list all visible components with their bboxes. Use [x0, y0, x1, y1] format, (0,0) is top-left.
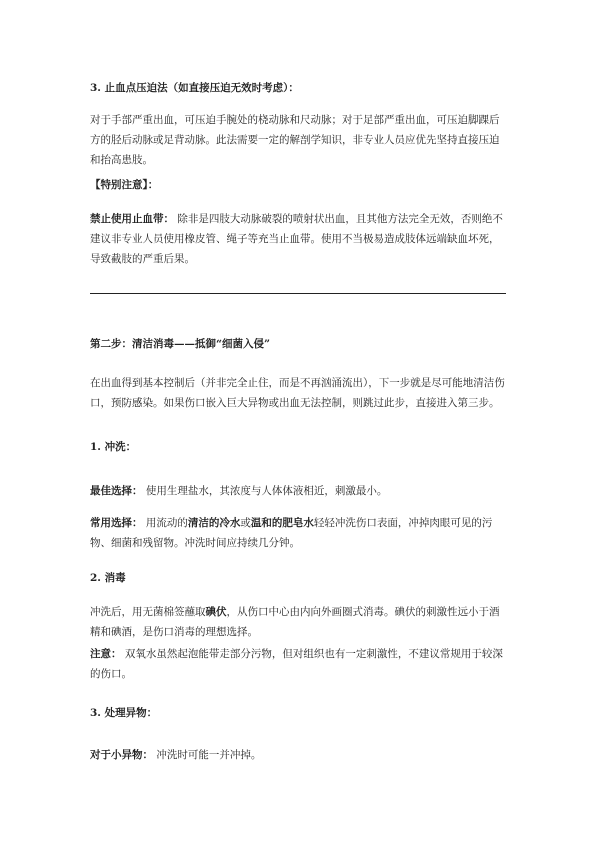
paragraph-best-choice [90, 481, 506, 501]
note-label: 注意： [90, 648, 122, 660]
common-choice-text-2: 或 [240, 517, 251, 529]
paragraph-disinfect-note [90, 644, 506, 684]
iodophor-emphasis: 碘伏 [205, 606, 227, 618]
special-notice-heading: 【特别注意】： [90, 179, 159, 191]
paragraph-step-two-intro: 在出血得到基本控制后（并非完全止住，而是不再汹涌流出），下一步就是尽可能地清洁伤口，预防感染。如果伤口嵌入巨大异物或出血无法控制，则跳过此步，直接进入第三步。 [90, 377, 505, 409]
paragraph-common-choice [90, 513, 506, 553]
section-heading-pressure-point: 3. 止血点压迫法（如直接压迫无效时考虑）： [90, 82, 299, 94]
cold-water-emphasis: 清洁的冷水 [187, 517, 241, 529]
paragraph-disinfect [90, 602, 506, 642]
best-choice-text: 使用生理盐水，其浓度与人体体液相近，刺激最小。 [142, 485, 388, 497]
soap-water-emphasis: 温和的肥皂水 [250, 517, 314, 529]
common-choice-text-3: 轻轻冲洗伤口表面，冲掉肉眼可见的污物、细菌和残留物。冲洗时间应持续几分钟。 [90, 517, 493, 549]
tourniquet-text: 除非是四肢大动脉破裂的喷射状出血，且其他方法完全无效，否则绝不建议非专业人员使用橡皮管、绳子等充当止血带。使用不当极易造成肢体远端缺血坏死，导致截肢的严重后果。 [90, 213, 503, 265]
disinfect-text-1: 冲洗后，用无菌棉签蘸取 [90, 606, 206, 618]
small-foreign-text: 冲洗时可能一并冲掉。 [153, 749, 262, 761]
common-choice-label: 常用选择： [90, 517, 143, 529]
common-choice-text-1: 用流动的 [142, 517, 188, 529]
paragraph-pressure-point: 对于手部严重出血，可压迫手腕处的桡动脉和尺动脉；对于足部严重出血，可压迫脚踝后方的胫后动脉或足背动脉。此法需要一定的解剖学知识，非专业人员应优先坚持直接压迫和抬高患肢。 [90, 114, 500, 166]
paragraph-small-foreign-body [90, 745, 506, 765]
paragraph-tourniquet-warning [90, 209, 506, 269]
note-text: 双氧水虽然起泡能带走部分污物，但对组织也有一定刺激性，不建议常规用于较深的伤口。 [90, 648, 503, 680]
foreign-body-heading: 3. 处理异物： [90, 707, 158, 719]
disinfect-text-2: ，从伤口中心由内向外画圈式消毒。碘伏的刺激性远小于酒精和碘酒，是伤口消毒的理想选择。 [90, 606, 500, 638]
best-choice-label: 最佳选择： [90, 485, 143, 497]
disinfect-heading: 2. 消毒 [90, 572, 126, 584]
rinse-heading: 1. 冲洗： [90, 441, 137, 453]
step-two-heading: 第二步：清洁消毒——抵御“细菌入侵” [90, 338, 271, 350]
section-divider [90, 293, 506, 294]
small-foreign-label: 对于小异物： [90, 749, 153, 761]
tourniquet-label: 禁止使用止血带： [90, 213, 174, 225]
